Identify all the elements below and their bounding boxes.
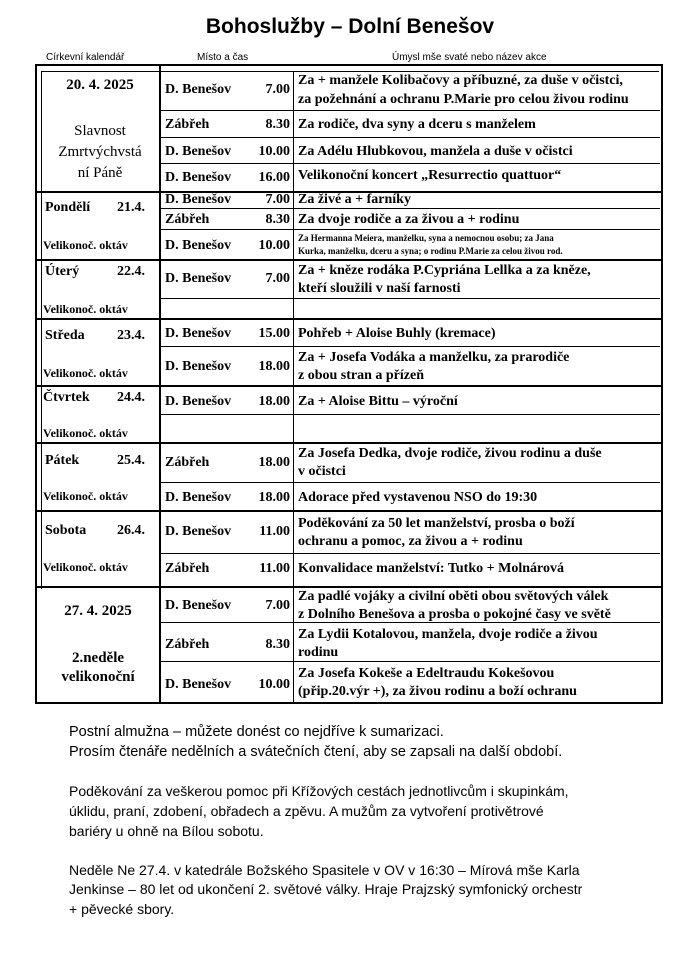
service-place: D. Benešov: [165, 82, 232, 97]
service-place: D. Benešov: [165, 394, 232, 409]
day-date: 22.4.: [117, 264, 145, 279]
service-time: 10.00: [258, 144, 290, 159]
service-intention: Velikonoční koncert „Resurrectio quattuor“: [298, 168, 562, 183]
note-line: + pěvecké sbory.: [69, 901, 175, 917]
day-note: Velikonoč. oktáv: [43, 560, 128, 574]
service-place: D. Benešov: [165, 598, 232, 613]
service-place: D. Benešov: [165, 238, 232, 253]
service-time: 11.00: [259, 524, 290, 539]
day-note: Velikonoč. oktáv: [43, 366, 128, 380]
service-intention: (přip.20.výr +), za živou rodinu a boží ochranu: [298, 684, 577, 699]
service-place: D. Benešov: [165, 524, 232, 539]
service-time: 18.00: [258, 490, 290, 505]
note-line: Poděkování za veškerou pomoc při Křížových cestách jednotlivcům i skupinkám,: [69, 783, 569, 799]
service-intention: Konvalidace manželství: Tutko + Molnárová: [298, 561, 564, 576]
service-time: 10.00: [258, 238, 290, 253]
service-time: 8.30: [265, 117, 290, 132]
service-time: 16.00: [258, 170, 290, 185]
service-intention: Za Hermanna Meiera, manželku, syna a nemocnou osobu; za Jana: [298, 233, 554, 243]
service-intention: Za Adélu Hlubkovou, manžela a duše v očistci: [298, 144, 573, 159]
service-place: D. Benešov: [165, 144, 232, 159]
service-intention: Za Josefa Kokeše a Edeltraudu Kokešovou: [298, 666, 555, 681]
service-time: 7.00: [265, 82, 290, 97]
service-place: D. Benešov: [165, 326, 232, 341]
day-date: 20. 4. 2025: [66, 77, 134, 93]
feast-line: Zmrtvýchvstá: [58, 144, 142, 160]
day-date: 26.4.: [117, 523, 145, 538]
service-time: 7.00: [265, 598, 290, 613]
column-header-intention: Úmysl mše svaté nebo název akce: [392, 52, 547, 63]
column-header-calendar: Církevní kalendář: [46, 52, 125, 63]
service-place: D. Benešov: [165, 677, 232, 692]
day-date: 25.4.: [117, 453, 145, 468]
service-intention: Za + Josefa Vodáka a manželku, za prarodiče: [298, 350, 570, 365]
day-note: Velikonoč. oktáv: [43, 489, 128, 503]
service-time: 8.30: [265, 212, 290, 227]
note-line: bariéry u ohně na Bílou sobotu.: [69, 823, 264, 839]
note-line: Jenkinse – 80 let od ukončení 2. světové války. Hraje Prajzský symfonický orchestr: [69, 881, 583, 897]
feast-line: 2.neděle: [71, 650, 125, 666]
service-intention: Pohřeb + Aloise Buhly (kremace): [298, 326, 496, 341]
day-name: Pátek: [45, 453, 80, 468]
page-title: Bohoslužby – Dolní Benešov: [205, 15, 495, 38]
service-intention: Kurka, manželku, dceru a syna; o rodinu P.Marie za celou živou rod.: [298, 246, 563, 256]
service-place: Zábřeh: [165, 637, 210, 652]
service-intention: Za Josefa Dedka, dvoje rodiče, živou rodinu a duše: [298, 446, 602, 461]
service-place: Zábřeh: [165, 561, 210, 576]
day-note: Velikonoč. oktáv: [43, 302, 128, 316]
service-intention: Adorace před vystavenou NSO do 19:30: [298, 490, 538, 505]
service-time: 15.00: [258, 326, 290, 341]
day-name: Pondělí: [45, 200, 91, 215]
service-intention: z Dolního Benešova a prosba o pokojné časy ve světě: [298, 607, 611, 622]
day-date: 23.4.: [117, 328, 145, 343]
day-name: Středa: [45, 328, 85, 343]
service-intention: Za + manžele Kolibačovy a příbuzné, za duše v očistci,: [298, 73, 623, 88]
service-intention: kteří sloužili v naší farnosti: [298, 281, 461, 296]
service-intention: v očistci: [298, 464, 346, 479]
service-intention: Za dvoje rodiče a za živou a + rodinu: [298, 212, 520, 227]
service-place: D. Benešov: [165, 490, 232, 505]
service-intention: Za živé a + farníky: [298, 192, 411, 207]
day-note: Velikonoč. oktáv: [43, 238, 128, 252]
service-time: 11.00: [259, 561, 290, 576]
service-intention: Za padlé vojáky a civilní oběti obou světových válek: [298, 589, 609, 604]
service-place: Zábřeh: [165, 455, 210, 470]
feast-line: ní Páně: [77, 165, 123, 181]
note-line: úklidu, praní, zdobení, obřadech a zpěvu. A mužům za vytvoření protivětrové: [69, 803, 544, 819]
service-time: 7.00: [265, 192, 290, 207]
service-time: 18.00: [258, 394, 290, 409]
service-time: 7.00: [265, 271, 290, 286]
service-time: 8.30: [265, 637, 290, 652]
service-intention: ochranu a pomoc, za živou a + rodinu: [298, 534, 523, 549]
service-time: 18.00: [258, 359, 290, 374]
column-header-place-time: Místo a čas: [197, 52, 249, 63]
note-line: Postní almužna – můžete donést co nejdříve k sumarizaci.: [69, 724, 444, 740]
service-place: Zábřeh: [165, 212, 210, 227]
day-note: Velikonoč. oktáv: [43, 426, 128, 440]
service-place: Zábřeh: [165, 117, 210, 132]
service-time: 18.00: [258, 455, 290, 470]
service-place: D. Benešov: [165, 271, 232, 286]
feast-line: Slavnost: [74, 123, 126, 139]
service-intention: za požehnání a ochranu P.Marie pro celou živou rodinu: [298, 92, 629, 107]
day-name: Sobota: [45, 523, 87, 538]
day-date: 24.4.: [117, 390, 145, 405]
day-name: Úterý: [45, 264, 80, 279]
day-name: Čtvrtek: [43, 390, 90, 405]
service-intention: Poděkování za 50 let manželství, prosba o boží: [298, 516, 575, 531]
service-place: D. Benešov: [165, 192, 232, 207]
note-line: Neděle Ne 27.4. v katedrále Božského Spasitele v OV v 16:30 – Mírová mše Karla: [69, 862, 580, 878]
service-place: D. Benešov: [165, 359, 232, 374]
service-intention: z obou stran a přízeň: [298, 368, 424, 383]
service-intention: Za Lydii Kotalovou, manžela, dvoje rodiče a živou: [298, 627, 598, 642]
feast-line: velikonoční: [61, 669, 135, 685]
service-place: D. Benešov: [165, 170, 232, 185]
service-intention: Za + Aloise Bittu – výroční: [298, 394, 458, 409]
note-line: Prosím čtenáře nedělních a svátečních čtení, aby se zapsali na další období.: [69, 744, 563, 760]
service-intention: Za + kněze rodáka P.Cypriána Lellka a za kněze,: [298, 263, 591, 278]
service-time: 10.00: [258, 677, 290, 692]
day-date: 21.4.: [117, 200, 145, 215]
service-intention: rodinu: [298, 645, 339, 660]
service-intention: Za rodiče, dva syny a dceru s manželem: [298, 117, 536, 132]
day-date: 27. 4. 2025: [64, 603, 132, 619]
